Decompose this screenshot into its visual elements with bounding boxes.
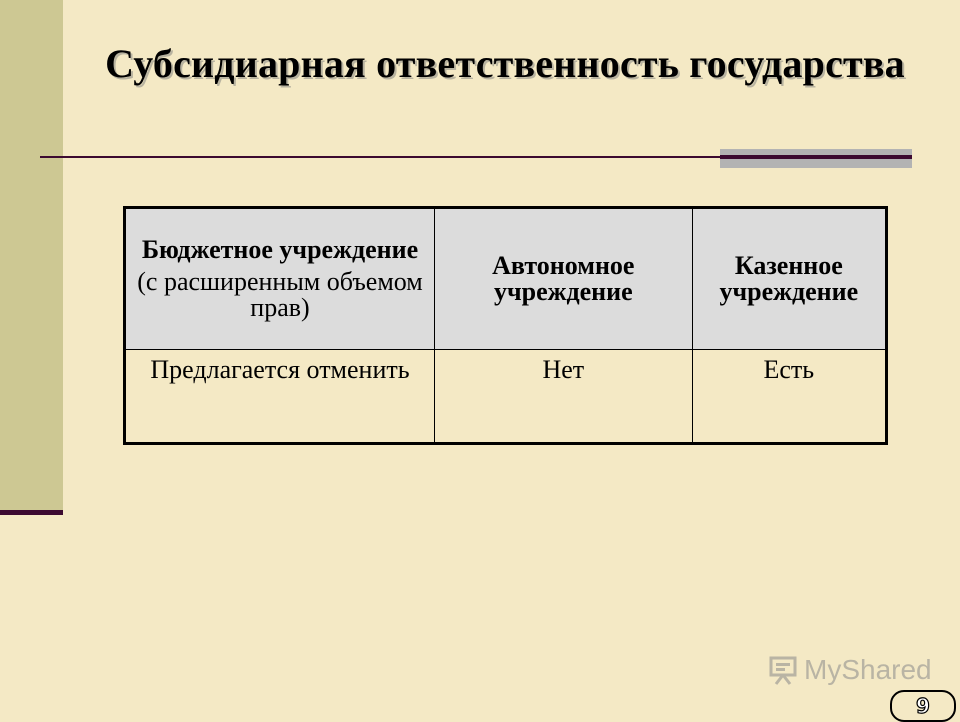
header-title: Казенное учреждение [719, 251, 859, 306]
header-title: Автономное учреждение [492, 251, 635, 306]
table-cell: Есть [692, 350, 886, 444]
table-row [125, 350, 887, 444]
slide-title: Субсидиарная ответственность государства [105, 41, 905, 86]
table-header-cell [692, 208, 886, 350]
page-number: 9 [890, 690, 956, 722]
watermark-text: MyShared [804, 654, 932, 685]
watermark [768, 654, 932, 686]
table-cell: Нет [435, 350, 693, 444]
comparison-table [123, 206, 888, 445]
table-header-cell [125, 208, 435, 350]
table-header-cell [435, 208, 693, 350]
header-title: Бюджетное учреждение [141, 235, 419, 264]
side-bar-underline [0, 510, 63, 515]
presentation-board-icon [768, 655, 798, 685]
title-divider-accent-line [720, 155, 912, 159]
table-cell: Предлагается отменить [125, 350, 435, 444]
header-subtitle: (с расширенным объемом прав) [137, 267, 423, 322]
table-header-row [125, 208, 887, 350]
